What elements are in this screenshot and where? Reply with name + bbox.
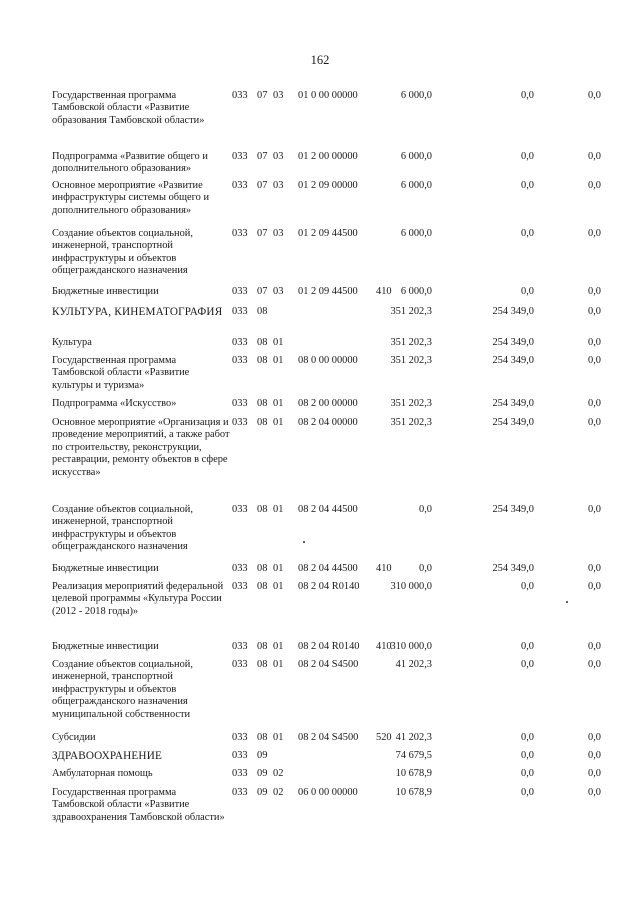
section-code: 07 (257, 228, 268, 239)
admin-code: 033 (232, 641, 248, 652)
amount-year-2: 0,0 (521, 732, 534, 743)
row-name: КУЛЬТУРА, КИНЕМАТОГРАФИЯ (52, 306, 223, 318)
section-code: 08 (257, 398, 268, 409)
amount-year-3: 0,0 (588, 337, 601, 348)
section-code: 08 (257, 641, 268, 652)
row-name: Подпрограмма «Развитие общего и дополнительного образования» (52, 151, 208, 175)
section-code: 07 (257, 180, 268, 191)
admin-code: 033 (232, 286, 248, 297)
admin-code: 033 (232, 787, 248, 798)
amount-year-1: 6 000,0 (400, 90, 432, 101)
admin-code: 033 (232, 180, 248, 191)
amount-year-1: 6 000,0 (400, 286, 432, 297)
admin-code: 033 (232, 398, 248, 409)
amount-year-2: 0,0 (521, 228, 534, 239)
row-name: Создание объектов социальной, инженерной, транспортной инфраструктуры и объектов общегражданского назначения муниципальной собственности (52, 659, 193, 720)
amount-year-1: 0,0 (419, 504, 432, 515)
row-name: Бюджетные инвестиции (52, 563, 159, 574)
amount-year-3: 0,0 (588, 228, 601, 239)
amount-year-1: 351 202,3 (390, 306, 432, 317)
amount-year-3: 0,0 (588, 750, 601, 761)
target-article-code: 01 2 09 44500 (298, 228, 358, 239)
amount-year-2: 0,0 (521, 641, 534, 652)
section-code: 08 (257, 355, 268, 366)
subsection-code: 01 (273, 337, 284, 348)
target-article-code: 08 2 04 R0140 (298, 581, 360, 592)
amount-year-3: 0,0 (588, 659, 601, 670)
row-name: Основное мероприятие «Организация и проведение мероприятий, а также работ по строительству, реконструкции, реставрации, ремонту объектов в сфере искусства» (52, 417, 230, 478)
row-name: Подпрограмма «Искусство» (52, 398, 177, 409)
admin-code: 033 (232, 151, 248, 162)
section-code: 08 (257, 581, 268, 592)
subsection-code: 03 (273, 228, 284, 239)
row-name: Государственная программа Тамбовской области «Развитие культуры и туризма» (52, 355, 190, 391)
section-code: 08 (257, 504, 268, 515)
subsection-code: 02 (273, 768, 284, 779)
amount-year-1: 10 678,9 (395, 787, 432, 798)
amount-year-3: 0,0 (588, 355, 601, 366)
amount-year-1: 351 202,3 (390, 337, 432, 348)
target-article-code: 08 2 04 00000 (298, 417, 358, 428)
target-article-code: 08 2 00 00000 (298, 398, 358, 409)
target-article-code: 08 2 04 S4500 (298, 732, 359, 743)
subsection-code: 01 (273, 732, 284, 743)
row-name: Амбулаторная помощь (52, 768, 153, 779)
amount-year-1: 351 202,3 (390, 417, 432, 428)
amount-year-2: 254 349,0 (492, 398, 534, 409)
amount-year-3: 0,0 (588, 581, 601, 592)
target-article-code: 06 0 00 00000 (298, 787, 358, 798)
amount-year-1: 6 000,0 (400, 228, 432, 239)
amount-year-1: 41 202,3 (395, 659, 432, 670)
subsection-code: 01 (273, 355, 284, 366)
amount-year-2: 0,0 (521, 659, 534, 670)
expense-type-code: 520 (376, 732, 392, 743)
amount-year-3: 0,0 (588, 641, 601, 652)
scan-speck (566, 601, 568, 603)
admin-code: 033 (232, 659, 248, 670)
amount-year-1: 6 000,0 (400, 180, 432, 191)
section-code: 09 (257, 787, 268, 798)
amount-year-1: 74 679,5 (395, 750, 432, 761)
amount-year-2: 254 349,0 (492, 563, 534, 574)
amount-year-3: 0,0 (588, 768, 601, 779)
amount-year-1: 6 000,0 (400, 151, 432, 162)
page-number: 162 (310, 53, 330, 67)
target-article-code: 08 2 04 R0140 (298, 641, 360, 652)
amount-year-1: 10 678,9 (395, 768, 432, 779)
amount-year-2: 254 349,0 (492, 355, 534, 366)
amount-year-1: 351 202,3 (390, 355, 432, 366)
row-name: Основное мероприятие «Развитие инфраструктуры системы общего и дополнительного образования» (52, 180, 210, 216)
amount-year-3: 0,0 (588, 732, 601, 743)
amount-year-2: 254 349,0 (492, 306, 534, 317)
target-article-code: 01 2 00 00000 (298, 151, 358, 162)
amount-year-2: 0,0 (521, 787, 534, 798)
amount-year-3: 0,0 (588, 180, 601, 191)
amount-year-3: 0,0 (588, 286, 601, 297)
admin-code: 033 (232, 90, 248, 101)
amount-year-1: 351 202,3 (390, 398, 432, 409)
section-code: 08 (257, 306, 268, 317)
subsection-code: 03 (273, 90, 284, 101)
subsection-code: 02 (273, 787, 284, 798)
admin-code: 033 (232, 732, 248, 743)
target-article-code: 01 0 00 00000 (298, 90, 358, 101)
row-name: ЗДРАВООХРАНЕНИЕ (52, 750, 163, 762)
section-code: 08 (257, 732, 268, 743)
amount-year-1: 310 000,0 (390, 641, 432, 652)
target-article-code: 08 2 04 44500 (298, 504, 358, 515)
amount-year-2: 0,0 (521, 581, 534, 592)
admin-code: 033 (232, 417, 248, 428)
subsection-code: 01 (273, 417, 284, 428)
amount-year-3: 0,0 (588, 398, 601, 409)
admin-code: 033 (232, 768, 248, 779)
amount-year-1: 41 202,3 (395, 732, 432, 743)
amount-year-2: 254 349,0 (492, 337, 534, 348)
target-article-code: 08 2 04 S4500 (298, 659, 359, 670)
subsection-code: 01 (273, 504, 284, 515)
amount-year-2: 0,0 (521, 286, 534, 297)
row-name: Культура (52, 337, 92, 348)
admin-code: 033 (232, 581, 248, 592)
subsection-code: 03 (273, 286, 284, 297)
row-name: Государственная программа Тамбовской области «Развитие здравоохранения Тамбовской области» (52, 787, 225, 823)
amount-year-3: 0,0 (588, 151, 601, 162)
amount-year-2: 0,0 (521, 90, 534, 101)
section-code: 08 (257, 417, 268, 428)
section-code: 09 (257, 768, 268, 779)
admin-code: 033 (232, 504, 248, 515)
subsection-code: 01 (273, 659, 284, 670)
row-name: Реализация мероприятий федеральной целевой программы «Культура России (2012 - 2018 годы)» (52, 581, 224, 617)
subsection-code: 01 (273, 563, 284, 574)
target-article-code: 08 0 00 00000 (298, 355, 358, 366)
expense-type-code: 410 (376, 641, 392, 652)
amount-year-2: 0,0 (521, 750, 534, 761)
admin-code: 033 (232, 355, 248, 366)
row-name: Государственная программа Тамбовской области «Развитие образования Тамбовской области» (52, 90, 205, 126)
expense-type-code: 410 (376, 563, 392, 574)
row-name: Субсидии (52, 732, 96, 743)
section-code: 08 (257, 337, 268, 348)
section-code: 07 (257, 286, 268, 297)
amount-year-3: 0,0 (588, 563, 601, 574)
scan-speck (303, 541, 305, 543)
amount-year-2: 254 349,0 (492, 417, 534, 428)
subsection-code: 01 (273, 581, 284, 592)
admin-code: 033 (232, 750, 248, 761)
section-code: 08 (257, 563, 268, 574)
expense-type-code: 410 (376, 286, 392, 297)
admin-code: 033 (232, 563, 248, 574)
subsection-code: 03 (273, 151, 284, 162)
amount-year-3: 0,0 (588, 787, 601, 798)
amount-year-2: 0,0 (521, 151, 534, 162)
subsection-code: 03 (273, 180, 284, 191)
amount-year-2: 0,0 (521, 180, 534, 191)
row-name: Бюджетные инвестиции (52, 641, 159, 652)
target-article-code: 01 2 09 44500 (298, 286, 358, 297)
admin-code: 033 (232, 228, 248, 239)
amount-year-1: 0,0 (419, 563, 432, 574)
row-name: Создание объектов социальной, инженерной, транспортной инфраструктуры и объектов общегражданского назначения (52, 504, 193, 553)
admin-code: 033 (232, 306, 248, 317)
amount-year-1: 310 000,0 (390, 581, 432, 592)
section-code: 08 (257, 659, 268, 670)
section-code: 09 (257, 750, 268, 761)
amount-year-2: 0,0 (521, 768, 534, 779)
subsection-code: 01 (273, 641, 284, 652)
section-code: 07 (257, 151, 268, 162)
target-article-code: 08 2 04 44500 (298, 563, 358, 574)
amount-year-3: 0,0 (588, 504, 601, 515)
section-code: 07 (257, 90, 268, 101)
admin-code: 033 (232, 337, 248, 348)
subsection-code: 01 (273, 398, 284, 409)
amount-year-3: 0,0 (588, 90, 601, 101)
row-name: Создание объектов социальной, инженерной, транспортной инфраструктуры и объектов общегражданского назначения (52, 228, 193, 277)
row-name: Бюджетные инвестиции (52, 286, 159, 297)
amount-year-3: 0,0 (588, 306, 601, 317)
target-article-code: 01 2 09 00000 (298, 180, 358, 191)
amount-year-3: 0,0 (588, 417, 601, 428)
amount-year-2: 254 349,0 (492, 504, 534, 515)
